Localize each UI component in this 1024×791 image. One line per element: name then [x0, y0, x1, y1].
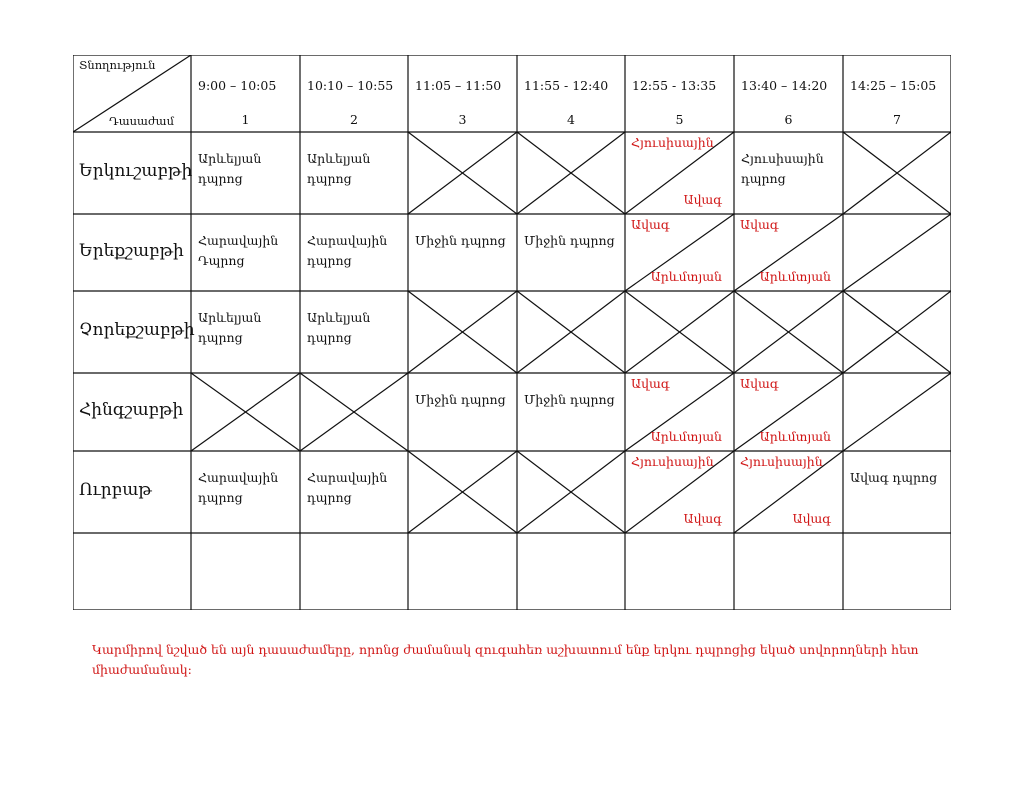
period-number-label: 3	[458, 112, 467, 127]
period-time-label: 13:40 – 14:20	[741, 78, 828, 93]
period-time-label: 10:10 – 10:55	[307, 78, 394, 93]
lesson-school-label: դպրոց	[307, 253, 352, 268]
split-bottom-school-label: Արևմտյան	[650, 429, 722, 444]
split-bottom-school-label: Ավագ	[792, 511, 831, 526]
lesson-school-label: Արևելյան	[307, 310, 371, 325]
lesson-school-label: Դպրոց	[198, 253, 245, 268]
lesson-school-label: Հյուսիսային	[741, 151, 824, 166]
period-time-label: 14:25 – 15:05	[850, 78, 937, 93]
slash-line	[843, 214, 951, 291]
period-time-label: 11:05 – 11:50	[415, 78, 502, 93]
day-name-label: Երեքշաբթի	[79, 240, 184, 261]
split-top-school-label: Ավագ	[631, 376, 670, 391]
period-time-label: 9:00 – 10:05	[198, 78, 277, 93]
corner-bottom-label: Դասաժամ	[109, 114, 175, 128]
lesson-school-label: Միջին դպրոց	[415, 392, 506, 407]
lesson-school-label: դպրոց	[307, 490, 352, 505]
lesson-school-label: դպրոց	[307, 330, 352, 345]
split-top-school-label: Հյուսիսային	[631, 454, 714, 469]
split-top-school-label: Ավագ	[631, 217, 670, 232]
lesson-school-label: Հարավային	[307, 233, 388, 248]
day-name-label: Չորեքշաբթի	[79, 320, 195, 340]
lesson-school-label: Միջին դպրոց	[524, 233, 615, 248]
lesson-school-label: դպրոց	[307, 171, 352, 186]
legend-note: Կարմիրով նշված են այն դասաժամերը, որոնց ժամանակ զուգահեռ աշխատում ենք երկու դպրոցից եկած սովորողների հետ միաժամանակ:	[92, 642, 919, 677]
lesson-school-label: դպրոց	[198, 330, 243, 345]
lesson-school-label: դպրոց	[198, 171, 243, 186]
period-number-label: 1	[241, 112, 250, 127]
lesson-school-label: դպրոց	[741, 171, 786, 186]
lesson-school-label: Միջին դպրոց	[415, 233, 506, 248]
day-name-label: Հինգշաբթի	[79, 400, 184, 420]
lesson-school-label: Հարավային	[307, 470, 388, 485]
period-number-label: 4	[567, 112, 575, 127]
lesson-school-label: դպրոց	[198, 490, 243, 505]
period-number-label: 2	[350, 112, 358, 127]
lesson-school-label: Հարավային	[198, 470, 279, 485]
split-bottom-school-label: Ավագ	[683, 511, 722, 526]
period-time-label: 12:55 - 13:35	[632, 78, 717, 93]
day-name-label: Երկուշաբթի	[79, 161, 193, 181]
split-bottom-school-label: Արևմտյան	[759, 269, 831, 284]
lesson-school-label: Արևելյան	[198, 151, 262, 166]
lesson-school-label: Հարավային	[198, 233, 279, 248]
schedule-table	[73, 55, 951, 610]
lesson-school-label: Միջին դպրոց	[524, 392, 615, 407]
split-top-school-label: Հյուսիսային	[740, 454, 823, 469]
split-bottom-school-label: Արևմտյան	[759, 429, 831, 444]
period-number-label: 6	[784, 112, 793, 127]
period-time-label: 11:55 - 12:40	[524, 78, 609, 93]
split-top-school-label: Ավագ	[740, 376, 779, 391]
day-name-label: Ուրբաթ	[79, 480, 152, 500]
split-bottom-school-label: Արևմտյան	[650, 269, 722, 284]
period-number-label: 7	[893, 112, 901, 127]
period-number-label: 5	[675, 112, 684, 127]
lesson-school-label: Արևելյան	[198, 310, 262, 325]
split-top-school-label: Հյուսիսային	[631, 135, 714, 150]
split-top-school-label: Ավագ	[740, 217, 779, 232]
slash-line	[843, 373, 951, 451]
corner-top-label: Տնողություն	[79, 58, 156, 72]
split-bottom-school-label: Ավագ	[683, 192, 722, 207]
lesson-school-label: Արևելյան	[307, 151, 371, 166]
lesson-school-label: Ավագ դպրոց	[850, 470, 938, 485]
